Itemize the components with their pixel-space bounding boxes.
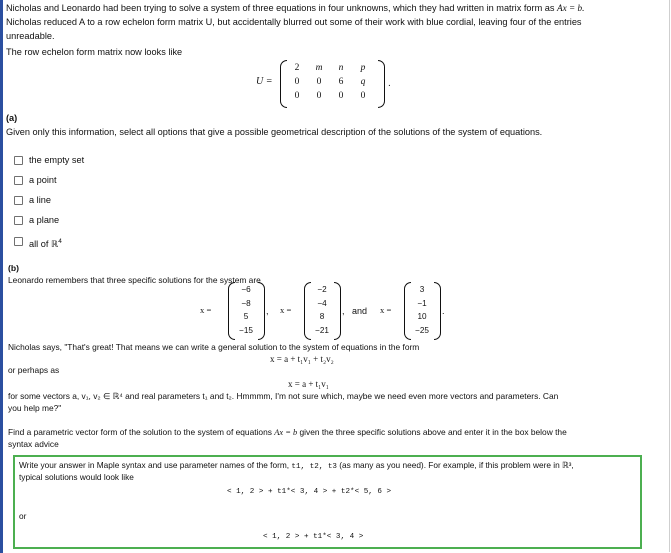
- option-line-label: a line: [29, 195, 51, 205]
- vector-2-sep: , and: [342, 306, 368, 316]
- vector-3-sep: .: [442, 306, 445, 316]
- vector-2-entry-1: −4: [317, 298, 327, 308]
- answer-box-line-2: typical solutions would look like: [19, 472, 134, 482]
- find-line-1: [8, 426, 567, 439]
- vector-3-entry-1: −1: [417, 298, 427, 308]
- matrix-u-entry-r2-c1: 0: [316, 91, 322, 101]
- answer-box-line-1-code: t1, t2, t3: [291, 463, 337, 471]
- matrix-u-period: .: [388, 78, 391, 89]
- vector-1-entry-1: −8: [241, 298, 251, 308]
- vector-1-entry-3: −15: [239, 325, 253, 335]
- matrix-u-entry-r2-c2: 0: [338, 91, 344, 101]
- find-line-1-math: Ax = b: [274, 428, 298, 437]
- nicholas-says: Nicholas says, "That's great! That means we can write a general solution to the system of equations in the form: [8, 342, 420, 352]
- matrix-u-entry-r0-c1: m: [315, 63, 323, 73]
- part-a-question: Given only this information, select all options that give a possible geometrical description of the solutions of the system of equations.: [6, 127, 543, 137]
- or-label: or: [19, 511, 27, 521]
- checkbox-line[interactable]: [14, 196, 23, 205]
- find-line-1-post: given the three specific solutions above and enter it in the box below the: [297, 427, 567, 437]
- or-perhaps: or perhaps as: [8, 365, 60, 375]
- intro-line-4: The row echelon form matrix now looks like: [6, 47, 183, 57]
- vector-2-entry-3: −21: [315, 325, 329, 335]
- vector-2-right-paren: [334, 282, 341, 340]
- vector-1-right-paren: [258, 282, 265, 340]
- vector-3-entry-0: 3: [419, 285, 425, 294]
- vector-2-entry-0: −2: [317, 285, 327, 294]
- matrix-u-right-paren: [378, 60, 385, 108]
- vector-1-sep: ,: [266, 306, 269, 316]
- option-empty-set-label: the empty set: [29, 155, 85, 165]
- option-point-label: a point: [29, 175, 57, 185]
- matrix-u-left-paren: [280, 60, 287, 108]
- matrix-u-entry-r1-c0: 0: [294, 77, 300, 87]
- matrix-u-entry-r1-c3: q: [360, 77, 366, 87]
- vector-3-left-paren: [404, 282, 411, 340]
- option-all-r4-sup: 4: [58, 238, 62, 245]
- option-all-r4-label: [29, 235, 62, 251]
- example-1: < 1, 2 > + t1*< 3, 4 > + t2*< 5, 6 >: [227, 488, 392, 496]
- example-2: < 1, 2 > + t1*< 3, 4 >: [263, 533, 364, 541]
- find-line-1-pre: Find a parametric vector form of the solution to the system of equations: [8, 427, 275, 437]
- general-form: x = a + t₁v₁ + t₂v₂: [270, 354, 334, 364]
- part-b-intro: Leonardo remembers that three specific solutions for the system are: [8, 275, 261, 285]
- part-a-label: (a): [6, 113, 18, 123]
- vector-2-left-paren: [304, 282, 311, 340]
- intro-line-1-text: Nicholas and Leonardo had been trying to solve a system of three equations in four unknowns, which they had written in matrix form as: [6, 3, 558, 13]
- alt-form: x = a + t₁v₁: [288, 379, 329, 389]
- vector-2-entry-2: 8: [319, 312, 325, 321]
- answer-box-line-1-pre: Write your answer in Maple syntax and use parameter names of the form,: [19, 460, 290, 470]
- answer-box[interactable]: [13, 455, 642, 549]
- find-line-2: syntax advice: [8, 439, 59, 449]
- matrix-u-label: U =: [256, 76, 273, 87]
- option-plane-label: a plane: [29, 215, 60, 225]
- checkbox-plane[interactable]: [14, 216, 23, 225]
- matrix-u-entry-r0-c2: n: [338, 63, 344, 73]
- intro-line-1: [6, 2, 584, 15]
- vector-3-entry-2: 10: [417, 312, 427, 321]
- intro-line-3: unreadable.: [6, 31, 55, 41]
- matrix-u-entry-r0-c0: 2: [294, 63, 300, 73]
- vector-2-label: x =: [280, 305, 292, 315]
- vectors-text-line-2: you help me?": [8, 403, 62, 413]
- checkbox-point[interactable]: [14, 176, 23, 185]
- vectors-text-line-1: for some vectors a, v₁, v₂ ∈ ℝ⁴ and real parameters t₁ and t₂. Hmmmm, I'm not sure which, maybe we need even more vectors and parameters. Can: [8, 391, 559, 401]
- matrix-u-entry-r1-c2: 6: [338, 77, 344, 87]
- matrix-u-entry-r0-c3: p: [360, 63, 366, 73]
- checkbox-empty-set[interactable]: [14, 156, 23, 165]
- intro-line-1-math: Ax = b.: [557, 3, 585, 13]
- part-b-label: (b): [8, 263, 19, 273]
- vector-1-entry-2: 5: [243, 312, 249, 321]
- matrix-u-entry-r1-c1: 0: [316, 77, 322, 87]
- vector-3-right-paren: [434, 282, 441, 340]
- vector-3-entry-3: −25: [415, 325, 429, 335]
- vector-1-left-paren: [228, 282, 235, 340]
- matrix-u-entry-r2-c3: 0: [360, 91, 366, 101]
- intro-line-2: Nicholas reduced A to a row echelon form matrix U, but accidentally blurred out some of their work with blue cordial, leaving four of the entries: [6, 17, 582, 27]
- answer-box-line-1-post: (as many as you need). For example, if this problem were in ℝ³,: [339, 460, 574, 470]
- checkbox-all-r4[interactable]: [14, 237, 23, 246]
- vector-3-label: x =: [380, 305, 392, 315]
- option-all-r4-text: all of ℝ: [29, 239, 59, 250]
- matrix-u-entry-r2-c0: 0: [294, 91, 300, 101]
- vector-1-entry-0: −6: [241, 285, 251, 294]
- vector-1-label: x =: [200, 305, 212, 315]
